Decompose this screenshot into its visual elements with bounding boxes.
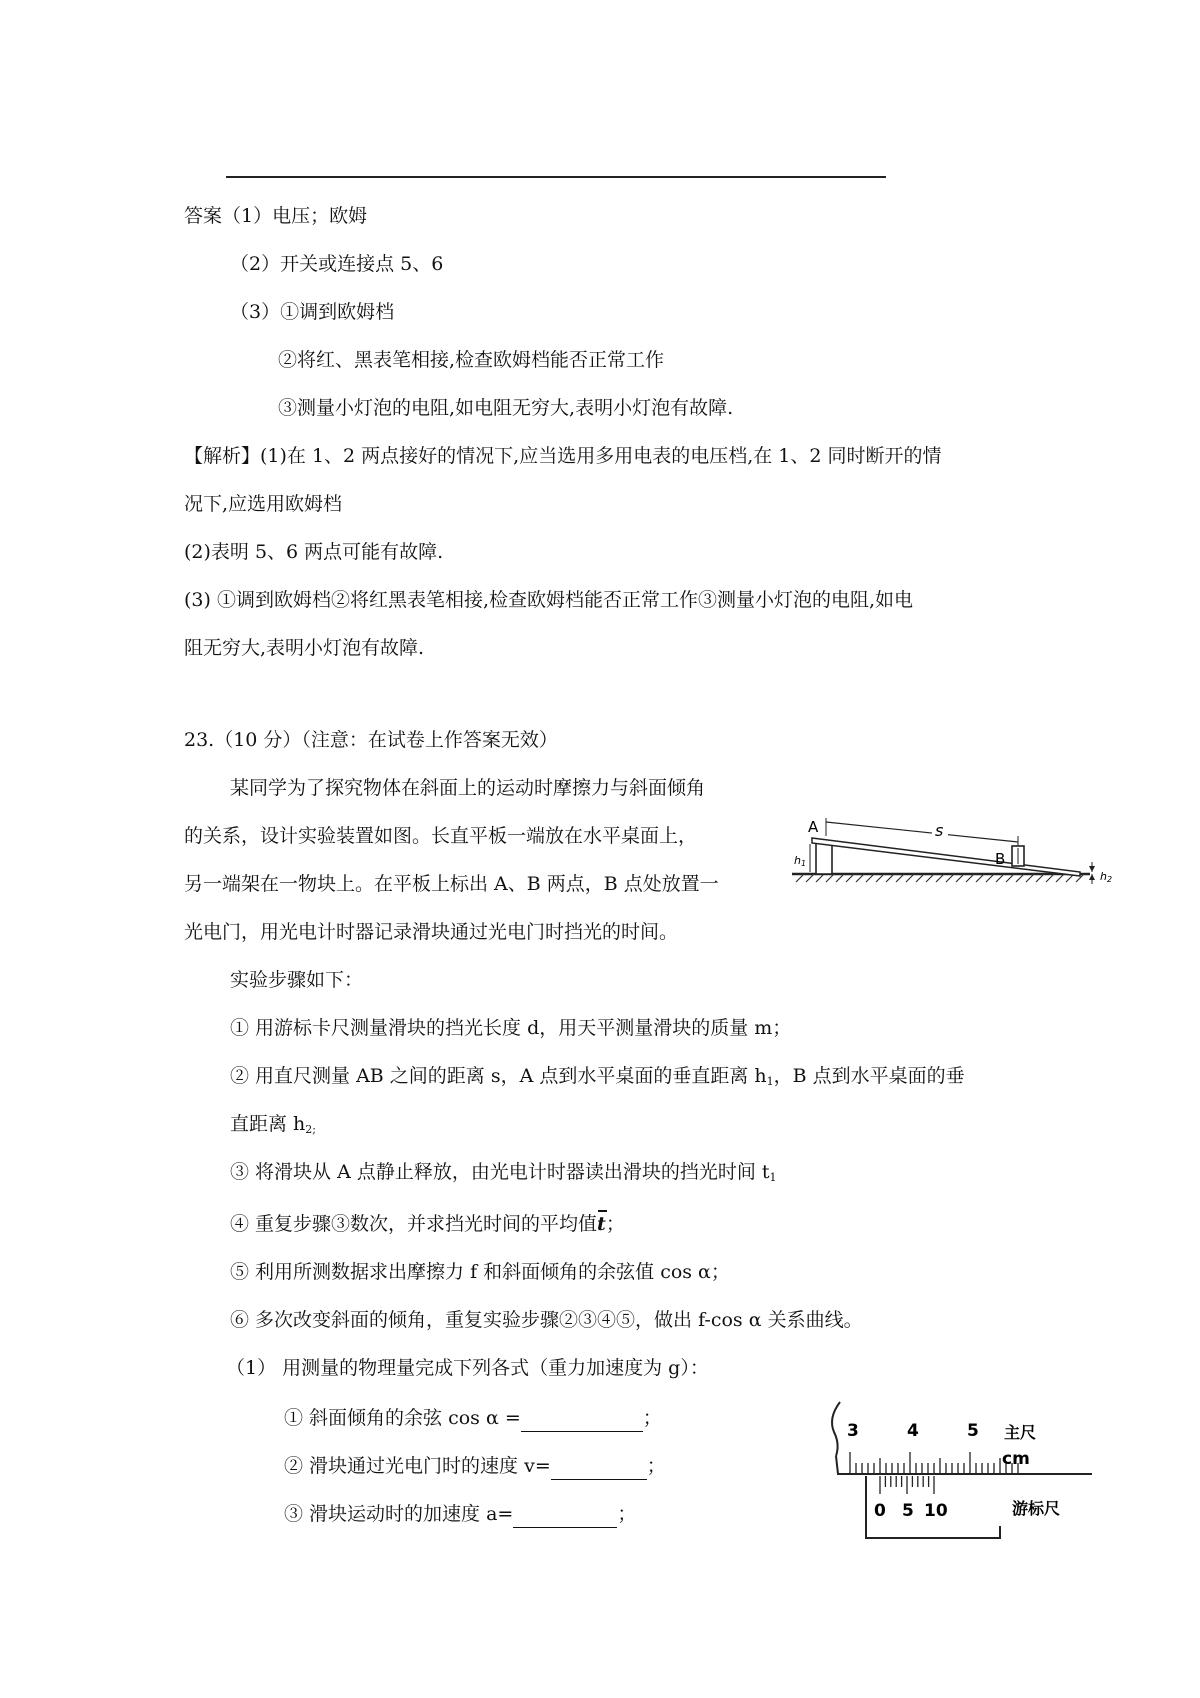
answer-part-3c: ③测量小灯泡的电阻,如电阻无穷大,表明小灯泡有故障. <box>278 397 734 419</box>
main-tick-label-5: 5 <box>967 1421 979 1441</box>
blank-cos-alpha[interactable] <box>521 1409 643 1432</box>
label-h1: h1 <box>794 854 807 868</box>
vernier-tick-label-0: 0 <box>874 1501 886 1521</box>
inclined-board <box>812 838 1080 876</box>
step-5: ⑤ 利用所测数据求出摩擦力 f 和斜面倾角的余弦值 cos α； <box>230 1261 730 1283</box>
steps-title: 实验步骤如下： <box>230 969 364 991</box>
analysis-text-1: (1)在 1、2 两点接好的情况下,应当选用多用电表的电压档,在 1、2 同时断开的情 <box>260 445 942 467</box>
s-dimension-line <box>826 822 1018 842</box>
step-1: ① 用游标卡尺测量滑块的挡光长度 d，用天平测量滑块的质量 m； <box>230 1017 792 1039</box>
answer-part-3b: ②将红、黑表笔相接,检查欧姆档能否正常工作 <box>278 349 665 371</box>
vernier-scale-ticks <box>880 1476 934 1494</box>
main-scale-ticks <box>850 1452 1018 1474</box>
analysis-line-3: (2)表明 5、6 两点可能有故障. <box>184 541 444 563</box>
step-2-line-1: ② 用直尺测量 AB 之间的距离 s，A 点到水平桌面的垂直距离 $h_1$，B 点到水平桌面的垂 <box>230 1065 965 1088</box>
blank-acceleration[interactable] <box>513 1505 617 1528</box>
answer-label: 答案 <box>184 205 223 227</box>
analysis-label: 【解析】 <box>184 445 261 467</box>
step-2-line-2: 直距离 $h_{2;}$ <box>230 1113 316 1136</box>
vernier-tick-label-10: 10 <box>924 1501 948 1521</box>
vernier-scale-label: 游标尺 <box>1012 1499 1061 1518</box>
step-6: ⑥ 多次改变斜面的倾角，重复实验步骤②③④⑤，做出 f-cos α 关系曲线。 <box>230 1309 863 1331</box>
unit-label: cm <box>1002 1449 1030 1469</box>
answer-part-3: （3）①调到欧姆档 <box>230 301 395 323</box>
answer-line-1 <box>184 202 367 230</box>
incline-apparatus-figure <box>790 780 1120 910</box>
support-block <box>816 842 832 874</box>
q23-intro-line-4: 光电门，用光电计时器记录滑块通过光电门时挡光的时间。 <box>184 921 679 943</box>
analysis-line-1 <box>184 442 942 470</box>
analysis-line-4: (3) ①调到欧姆档②将红黑表笔相接,检查欧姆档能否正常工作③测量小灯泡的电阻,如电 <box>184 589 914 611</box>
formula-acceleration: ③ 滑块运动时的加速度 a= ； <box>284 1500 636 1528</box>
part-1-instruction: （1） 用测量的物理量完成下列各式（重力加速度为 g）： <box>226 1357 709 1379</box>
question-23-header: 23.（10 分）（注意：在试卷上作答案无效） <box>184 729 558 751</box>
q23-intro-line-3: 另一端架在一物块上。在平板上标出 A、B 两点，B 点处放置一 <box>184 873 719 895</box>
vernier-tick-label-5: 5 <box>902 1501 914 1521</box>
label-s: s <box>935 821 944 840</box>
step-4: ④ 重复步骤③数次，并求挡光时间的平均值t； <box>230 1210 625 1238</box>
q23-intro-line-2: 的关系，设计实验装置如图。长直平板一端放在水平桌面上， <box>184 825 698 847</box>
blank-velocity[interactable] <box>551 1457 647 1480</box>
main-tick-label-4: 4 <box>907 1421 919 1441</box>
formula-velocity: ② 滑块通过光电门时的速度 v= ； <box>284 1452 666 1480</box>
main-tick-label-3: 3 <box>847 1421 859 1441</box>
answer-part-1: （1）电压；欧姆 <box>222 205 368 227</box>
mean-time-symbol: t <box>597 1210 606 1238</box>
main-scale-label: 主尺 <box>1004 1423 1037 1442</box>
formula-cos-alpha: ① 斜面倾角的余弦 cos α = ； <box>284 1404 662 1432</box>
label-a: A <box>808 818 819 836</box>
analysis-line-5: 阻无穷大,表明小灯泡有故障. <box>184 637 425 659</box>
vernier-caliper-figure <box>810 1398 1100 1553</box>
q23-intro-line-1: 某同学为了探究物体在斜面上的运动时摩擦力与斜面倾角 <box>230 777 706 799</box>
label-h2: h2 <box>1100 870 1113 884</box>
answer-part-2: （2）开关或连接点 5、6 <box>230 253 444 275</box>
analysis-line-2: 况下,应选用欧姆档 <box>184 493 343 515</box>
step-3: ③ 将滑块从 A 点静止释放，由光电计时器读出滑块的挡光时间 $t_1$ <box>230 1161 777 1184</box>
label-b: B <box>995 850 1006 868</box>
top-rule <box>226 176 886 178</box>
